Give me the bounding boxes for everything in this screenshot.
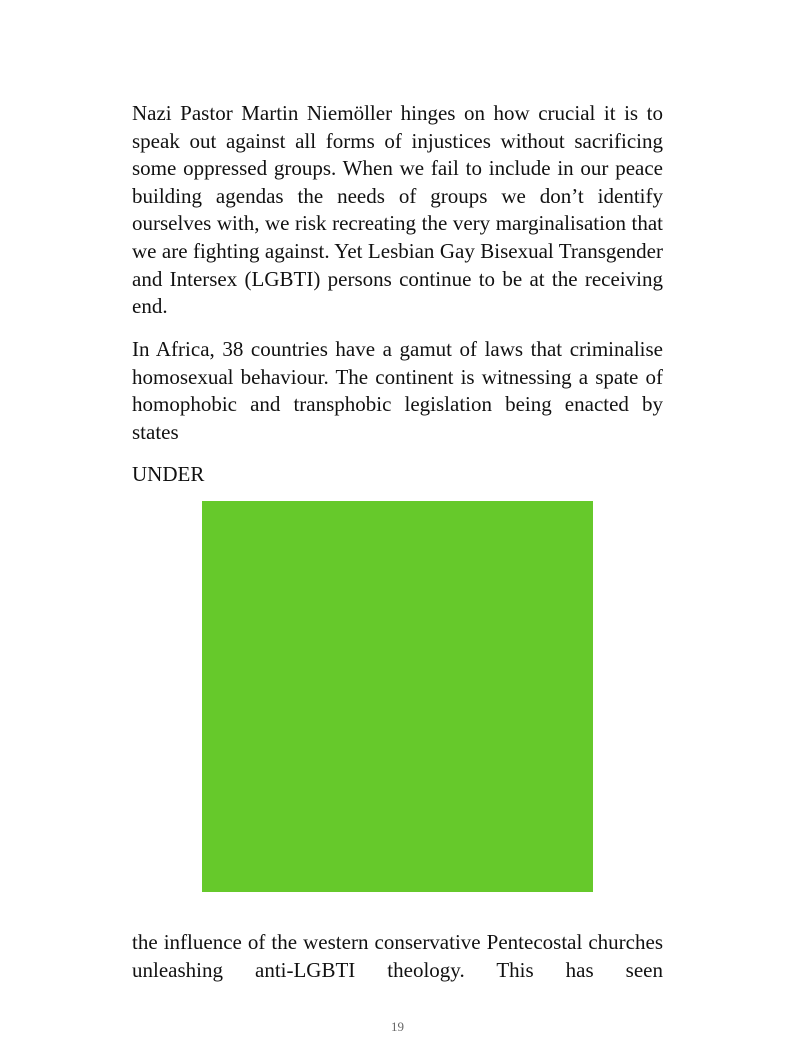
section-label: UNDER [132,462,205,486]
green-square-figure [202,501,593,892]
page-number: 19 [391,1019,404,1034]
body-paragraph: the influence of the western conservative Pentecostal churches unleashing anti-LGBTI theology. This has seen [132,930,663,982]
body-paragraph: In Africa, 38 countries have a gamut of laws that criminalise homosexual behaviour. The continent is witnessing a spate of homophobic and transphobic legislation being enacted by states [132,337,663,444]
body-paragraph: Nazi Pastor Martin Niemöller hinges on how crucial it is to speak out against all forms of injustices without sacrificing some oppressed groups. When we fail to include in our peace building agendas the needs of groups we don’t identify ourselves with, we risk recreating the very marginalisation that we are fighting against. Yet Lesbian Gay Bisexual Transgender and Intersex (LGBTI) persons continue to be at the receiving end. [132,101,663,319]
